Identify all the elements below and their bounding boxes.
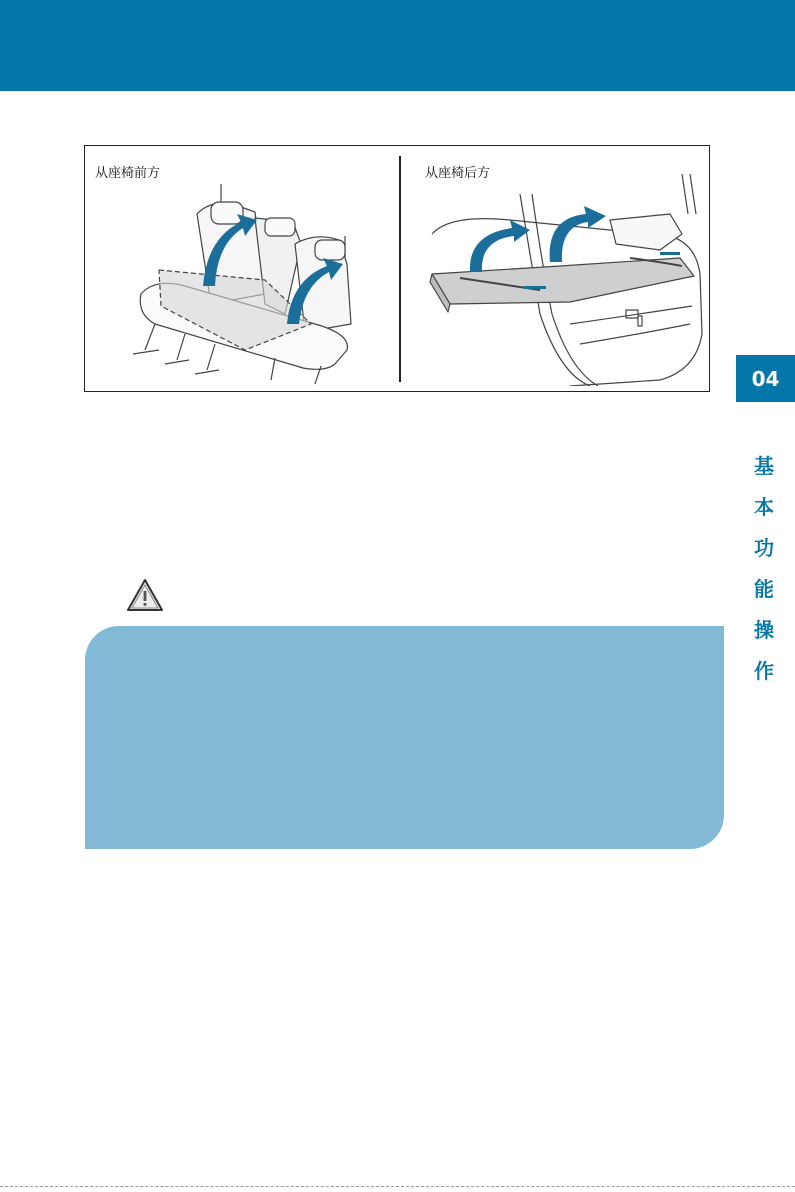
warning-triangle-icon — [125, 577, 165, 613]
footer-rule — [0, 1186, 795, 1187]
chapter-title-char: 能 — [754, 577, 774, 601]
seat-rear-view-illustration — [420, 174, 705, 386]
seat-illustration-figure — [84, 145, 710, 392]
header-bar — [0, 0, 795, 91]
figure-divider — [399, 156, 401, 382]
chapter-number-tab: 04 — [736, 355, 795, 402]
chapter-title-char: 作 — [754, 659, 774, 683]
panel-label-front: 从座椅前方 — [95, 166, 161, 181]
chapter-title-char: 操 — [754, 618, 774, 642]
chapter-title-char: 本 — [754, 495, 774, 519]
panel-label-rear: 从座椅后方 — [425, 166, 491, 181]
warning-box — [85, 626, 724, 849]
chapter-title-vertical — [744, 446, 784, 692]
chapter-title-char: 功 — [754, 536, 774, 560]
seat-front-view-illustration — [115, 174, 375, 386]
chapter-title-char: 基 — [754, 454, 774, 478]
